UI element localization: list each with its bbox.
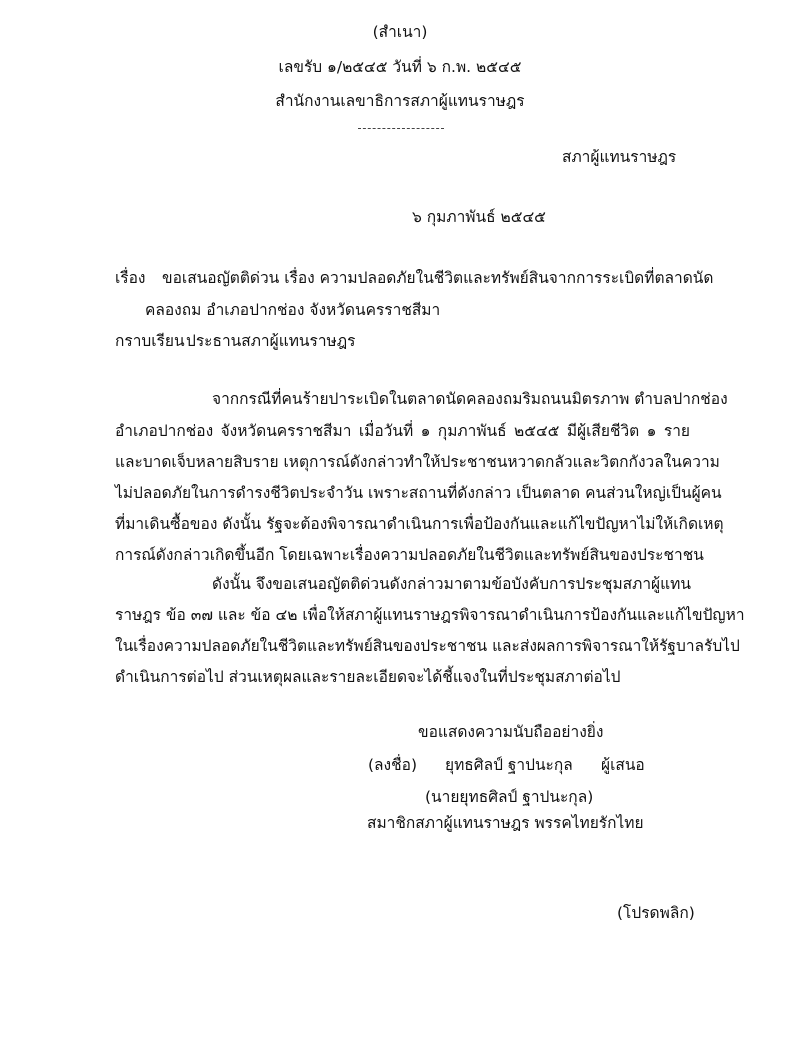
body-p1-line-6: การณ์ดังกล่าวเกิดขึ้นอีก โดยเฉพาะเรื่องความปลอดภัยในชีวิตและทรัพย์สินของประชาชน — [115, 546, 704, 564]
subject-label: เรื่อง — [115, 269, 146, 287]
signature-name: ยุทธศิลป์ ฐาปนะกุล — [445, 756, 573, 774]
body-p2-line-3: ในเรื่องความปลอดภัยในชีวิตและทรัพย์สินของประชาชน และส่งผลการพิจารณาให้รัฐบาลรับไป — [115, 637, 740, 655]
subject-line-2: คลองถม อำเภอปากช่อง จังหวัดนครราชสีมา — [145, 301, 441, 319]
body-p1-line-4: ไม่ปลอดภัยในการดำรงชีวิตประจำวัน เพราะสถานที่ดังกล่าว เป็นตลาด คนส่วนใหญ่เป็นผู้คน — [115, 484, 722, 502]
member-position: สมาชิกสภาผู้แทนราษฎร พรรคไทยรักไทย — [367, 814, 644, 832]
letter-date: ๖ กุมภาพันธ์ ๒๕๔๕ — [412, 208, 546, 226]
body-p2-line-2: ราษฎร ข้อ ๓๗ และ ข้อ ๔๒ เพื่อให้สภาผู้แทนราษฎรพิจารณาดำเนินการป้องกันและแก้ไขปัญหา — [115, 606, 745, 624]
subject-line-1: ขอเสนอญัตติด่วน เรื่อง ความปลอดภัยในชีวิตและทรัพย์สินจากการระเบิดที่ตลาดนัด — [162, 269, 714, 287]
turn-over-note: (โปรดพลิก) — [617, 904, 695, 922]
closing-respect: ขอแสดงความนับถืออย่างยิ่ง — [418, 723, 604, 741]
printed-name: (นายยุทธศิลป์ ฐาปนะกุล) — [425, 788, 594, 806]
salutation-label: กราบเรียน — [115, 332, 185, 350]
body-p1-line-1: จากกรณีที่คนร้ายปาระเบิดในตลาดนัดคลองถมริมถนนมิตรภาพ ตำบลปากช่อง — [212, 390, 728, 408]
office-name: สำนักงานเลขาธิการสภาผู้แทนราษฎร — [275, 92, 525, 110]
body-p2-line-1: ดังนั้น จึงขอเสนอญัตติด่วนดังกล่าวมาตามข้อบังคับการประชุมสภาผู้แทน — [212, 575, 691, 593]
proposer-role: ผู้เสนอ — [601, 756, 645, 774]
separator-line — [358, 128, 444, 129]
salutation-recipient: ประธานสภาผู้แทนราษฎร — [186, 332, 356, 350]
copy-mark: (สำเนา) — [372, 23, 428, 41]
receipt-line: เลขรับ ๑/๒๕๔๕ วันที่ ๖ ก.พ. ๒๕๔๕ — [278, 58, 522, 76]
body-p1-line-5: ที่มาเดินซื้อของ ดังนั้น รัฐจะต้องพิจารณาดำเนินการเพื่อป้องกันและแก้ไขปัญหาไม่ให้เกิดเหตุ — [115, 515, 724, 533]
body-p1-line-3: และบาดเจ็บหลายสิบราย เหตุการณ์ดังกล่าวทำให้ประชาชนหวาดกลัวและวิตกกังวลในความ — [115, 453, 720, 471]
body-p2-line-4: ดำเนินการต่อไป ส่วนเหตุผลและรายละเอียดจะได้ชี้แจงในที่ประชุมสภาต่อไป — [115, 668, 621, 686]
destination: สภาผู้แทนราษฎร — [562, 148, 677, 166]
body-p1-line-2: อำเภอปากช่อง จังหวัดนครราชสีมา เมื่อวันที่ ๑ กุมภาพันธ์ ๒๕๔๕ มีผู้เสียชีวิต ๑ ราย — [115, 422, 690, 440]
sign-label: (ลงชื่อ) — [368, 756, 417, 774]
